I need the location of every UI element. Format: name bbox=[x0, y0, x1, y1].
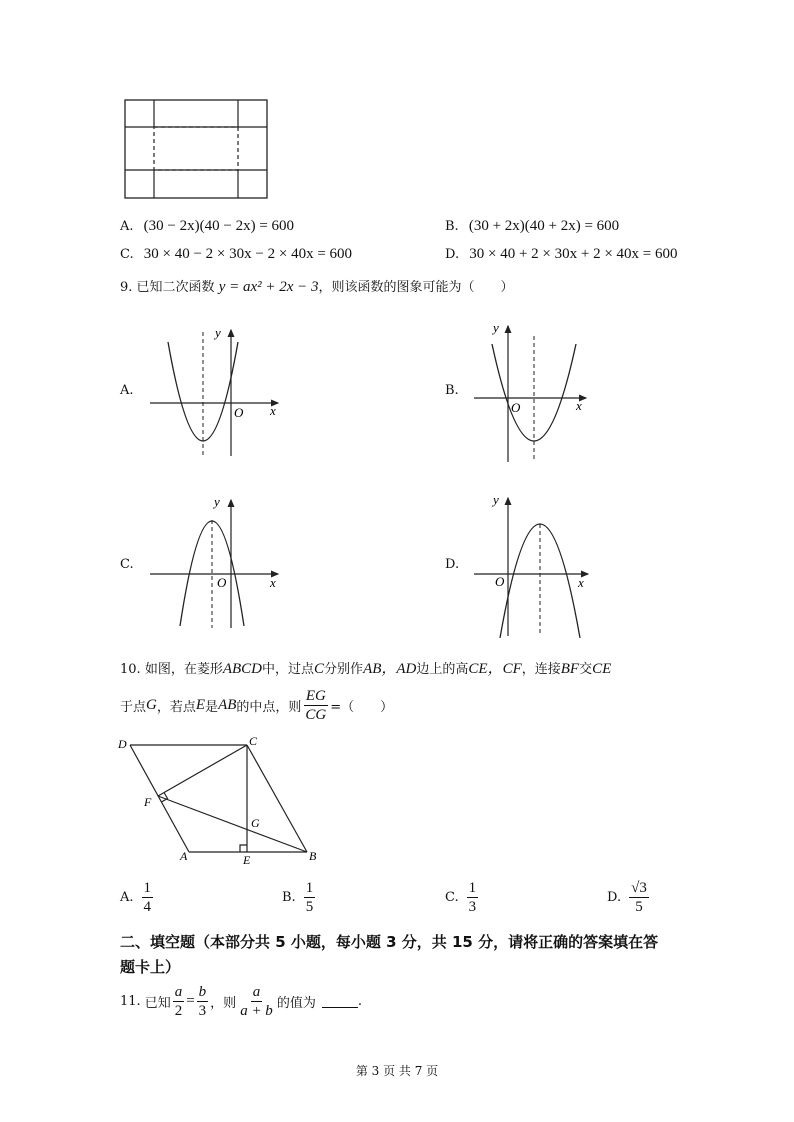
q8-option-c[interactable]: C. 30 × 40 − 2 × 30x − 2 × 40x = 600 bbox=[120, 246, 353, 262]
vertex-a-label: A bbox=[180, 849, 188, 863]
q9-option-b-label[interactable]: B. bbox=[445, 383, 459, 398]
rhombus-figure bbox=[116, 734, 326, 870]
q8-option-a[interactable]: A. (30 − 2x)(40 − 2x) = 600 bbox=[120, 218, 295, 234]
q10-stem-line2: 于点 G ，若点 E 是 AB 的中点，则 $\frac{EG}{CG}$ =（ ） bbox=[120, 688, 394, 723]
q9-a-y-label: y bbox=[215, 325, 221, 340]
svg-text:x: x bbox=[576, 398, 582, 413]
svg-text:y: y bbox=[493, 492, 499, 507]
q10-option-c[interactable]: C. $\frac{1}{3}$ bbox=[445, 880, 477, 915]
q8-option-b[interactable]: B. (30 + 2x)(40 + 2x) = 600 bbox=[445, 218, 620, 234]
q10-ratio-fraction: $\frac{EG}{CG}$ bbox=[305, 688, 327, 723]
q10-stem-line1: 10. 如图，在菱形ABCD中，过点C分别作AB，AD边上的高CE，CF，连接BF交CE bbox=[120, 661, 612, 677]
point-g-label: G bbox=[251, 816, 260, 830]
vertex-b-label: B bbox=[309, 849, 317, 863]
svg-text:y: y bbox=[493, 320, 499, 335]
svg-text:x: x bbox=[270, 575, 276, 590]
q9-option-a-label[interactable]: A. bbox=[120, 383, 134, 398]
q8-option-d[interactable]: D. 30 × 40 + 2 × 30x + 2 × 40x = 600 bbox=[445, 246, 678, 262]
vertex-d-label: D bbox=[118, 737, 127, 751]
svg-text:y: y bbox=[214, 494, 220, 509]
q11-answer-blank[interactable] bbox=[322, 995, 358, 1008]
q10-option-b[interactable]: B. $\frac{1}{5}$ bbox=[282, 880, 314, 915]
q9-option-c-label[interactable]: C. bbox=[120, 557, 134, 572]
section-heading-line1: 二、填空题（本部分共 5 小题，每小题 3 分，共 15 分，请将正确的答案填在答 bbox=[120, 933, 659, 951]
section-heading-line2: 题卡上） bbox=[120, 958, 181, 976]
q9-option-d-label[interactable]: D. bbox=[445, 557, 460, 572]
page-footer: 第 3 页 共 7 页 bbox=[355, 1064, 439, 1078]
q10-option-d[interactable]: D. $\frac{√3}{5}$ bbox=[607, 880, 647, 915]
point-f-label: F bbox=[144, 795, 152, 809]
q9-a-x-label: x bbox=[270, 403, 276, 418]
vertex-c-label: C bbox=[249, 734, 258, 748]
q9-stem: 9. 已知二次函数 y = ax² + 2x − 3，则该函数的图象可能为（ ） bbox=[120, 279, 514, 295]
box-net-figure bbox=[124, 98, 270, 202]
q9-graph-a bbox=[146, 320, 286, 460]
point-e-label: E bbox=[243, 853, 251, 867]
q9-graph-b bbox=[470, 318, 600, 466]
q10-option-a[interactable]: A. $\frac{1}{4}$ bbox=[120, 880, 152, 915]
q9-a-origin-label: O bbox=[234, 405, 244, 420]
svg-text:O: O bbox=[217, 575, 227, 590]
q9-graph-c bbox=[146, 494, 286, 630]
svg-text:O: O bbox=[495, 574, 505, 589]
q11-stem: 11. 已知 $\frac{a}{2}$ = $\frac{b}{3}$ ，则 $\frac{a}{a + b}$ 的值为 . bbox=[120, 984, 362, 1019]
svg-text:x: x bbox=[578, 575, 584, 590]
svg-text:O: O bbox=[511, 400, 521, 415]
q9-graph-d bbox=[470, 490, 600, 638]
